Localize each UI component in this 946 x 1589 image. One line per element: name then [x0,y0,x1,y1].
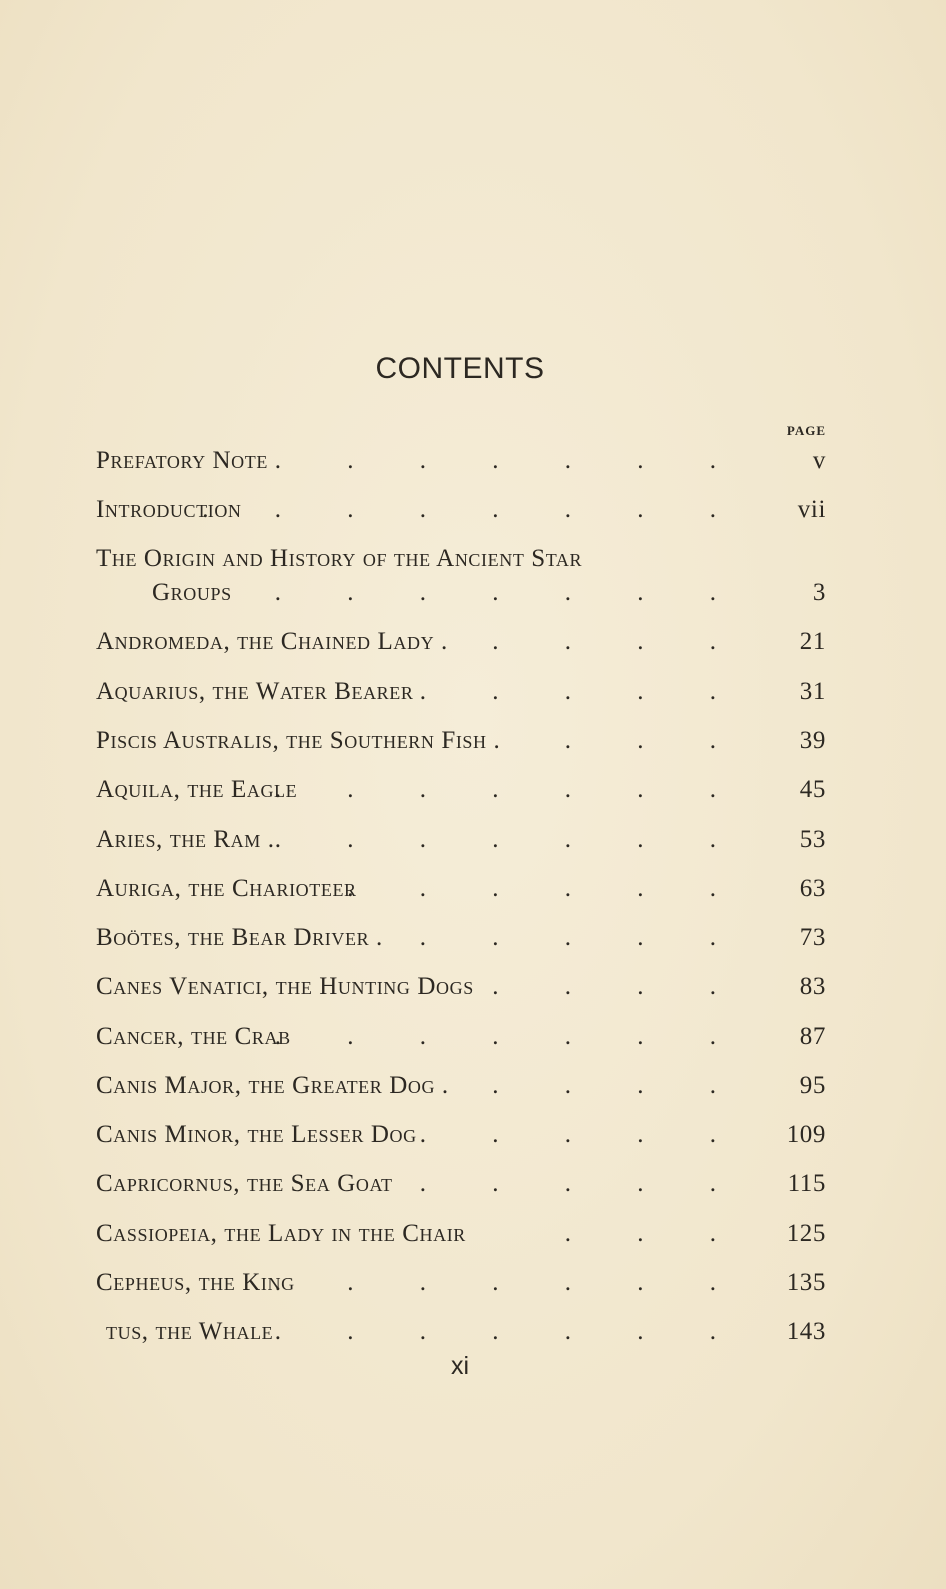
toc-entry-label: Andromeda, the Chained Lady . [96,628,448,655]
toc-entry-label: Piscis Australis, the Southern Fish . [96,727,501,754]
toc-entry-page: 87 [799,1023,826,1050]
toc-entry-page: 83 [799,973,826,1000]
page-folio: xi [450,1352,470,1380]
toc-leader-dots: . . . . . . [347,875,746,902]
toc-leader-dots: . . . . . [419,1121,746,1148]
toc-entry-page: 109 [786,1121,826,1148]
toc-entry-page: 135 [786,1269,826,1296]
toc-entry [96,447,826,481]
toc-leader-dots: . . . . . . . [274,1269,746,1296]
toc-entry-label: Capricornus, the Sea Goat [96,1170,393,1197]
toc-entry-label: The Origin and History of the Ancient Star [96,545,583,572]
toc-entry-page: 53 [799,826,826,853]
toc-entry-label: Canis Major, the Greater Dog . [96,1072,449,1099]
toc-entry [96,545,826,579]
toc-leader-dots: . . . . . . . [274,579,746,606]
toc-entry-label: Cancer, the Crab [96,1023,291,1050]
toc-leader-dots: . . . . . [419,1170,746,1197]
toc-entry-label: Aquila, the Eagle [96,776,298,803]
toc-entry [96,1220,826,1254]
toc-entry-label: Auriga, the Charioteer [96,875,357,902]
toc-entry-page: 125 [786,1220,826,1247]
toc-entry-page: 39 [799,727,826,754]
toc-entry-label: Introduction [96,496,242,523]
toc-leader-dots: . . . . . [419,678,746,705]
toc-entry-page: 31 [799,678,826,705]
toc-entry [96,924,826,958]
toc-entry [96,826,826,860]
toc-entry-page: vii [797,496,826,523]
toc-entry-label: Cassiopeia, the Lady in the Chair [96,1220,466,1247]
toc-leader-dots: . . . . . . . [274,447,746,474]
toc-entry-page: 45 [799,776,826,803]
toc-entry [96,727,826,761]
toc-entry [96,579,826,613]
toc-entry [96,1023,826,1057]
toc-entry [96,678,826,712]
page-column-header: PAGE [786,423,826,438]
toc-entry [96,1269,826,1303]
toc-entry-label: Canes Venatici, the Hunting Dogs [96,973,474,1000]
toc-entry [96,1170,826,1204]
toc-entry [96,628,826,662]
toc-entry-label: Canis Minor, the Lesser Dog [96,1121,417,1148]
toc-leader-dots: . . . . [492,628,746,655]
toc-leader-dots: . . . . [492,1072,746,1099]
toc-entry-page: 95 [799,1072,826,1099]
toc-entry [96,1318,826,1352]
toc-entry [96,875,826,909]
toc-entry-label: tus, the Whale [106,1318,274,1345]
toc-entry-page: 3 [812,579,826,606]
toc-leader-dots: . . . . . . . [274,1023,746,1050]
toc-entry-page: 63 [799,875,826,902]
toc-entry [96,496,826,530]
toc-entry-label: Aquarius, the Water Bearer [96,678,414,705]
toc-leader-dots: . . . . . . . [274,1318,746,1345]
toc-leader-dots: . . . . . . . [274,776,746,803]
toc-entry-label: Aries, the Ram . [96,826,275,853]
toc-entry-label: Cepheus, the King [96,1269,295,1296]
toc-entry-label: Prefatory Note [96,447,268,474]
toc-leader-dots: . . . [564,1220,746,1247]
toc-leader-dots: . . . . [492,973,746,1000]
toc-entry [96,1072,826,1106]
toc-entry-page: 115 [787,1170,826,1197]
toc-leader-dots: . . . . . . . . [202,496,746,523]
toc-entry [96,973,826,1007]
toc-entry [96,776,826,810]
toc-entry-page: 143 [786,1318,826,1345]
toc-entry [96,1121,826,1155]
toc-leader-dots: . . . . . [419,924,746,951]
toc-entry-label: Groups [152,579,232,606]
toc-entry-label: Boötes, the Bear Driver . [96,924,383,951]
toc-leader-dots: . . . [564,727,746,754]
toc-entry-page: v [812,447,826,474]
toc-entry-page: 73 [799,924,826,951]
page-title: CONTENTS [375,352,545,385]
toc-leader-dots: . . . . . . . [274,826,746,853]
toc-entry-page: 21 [799,628,826,655]
